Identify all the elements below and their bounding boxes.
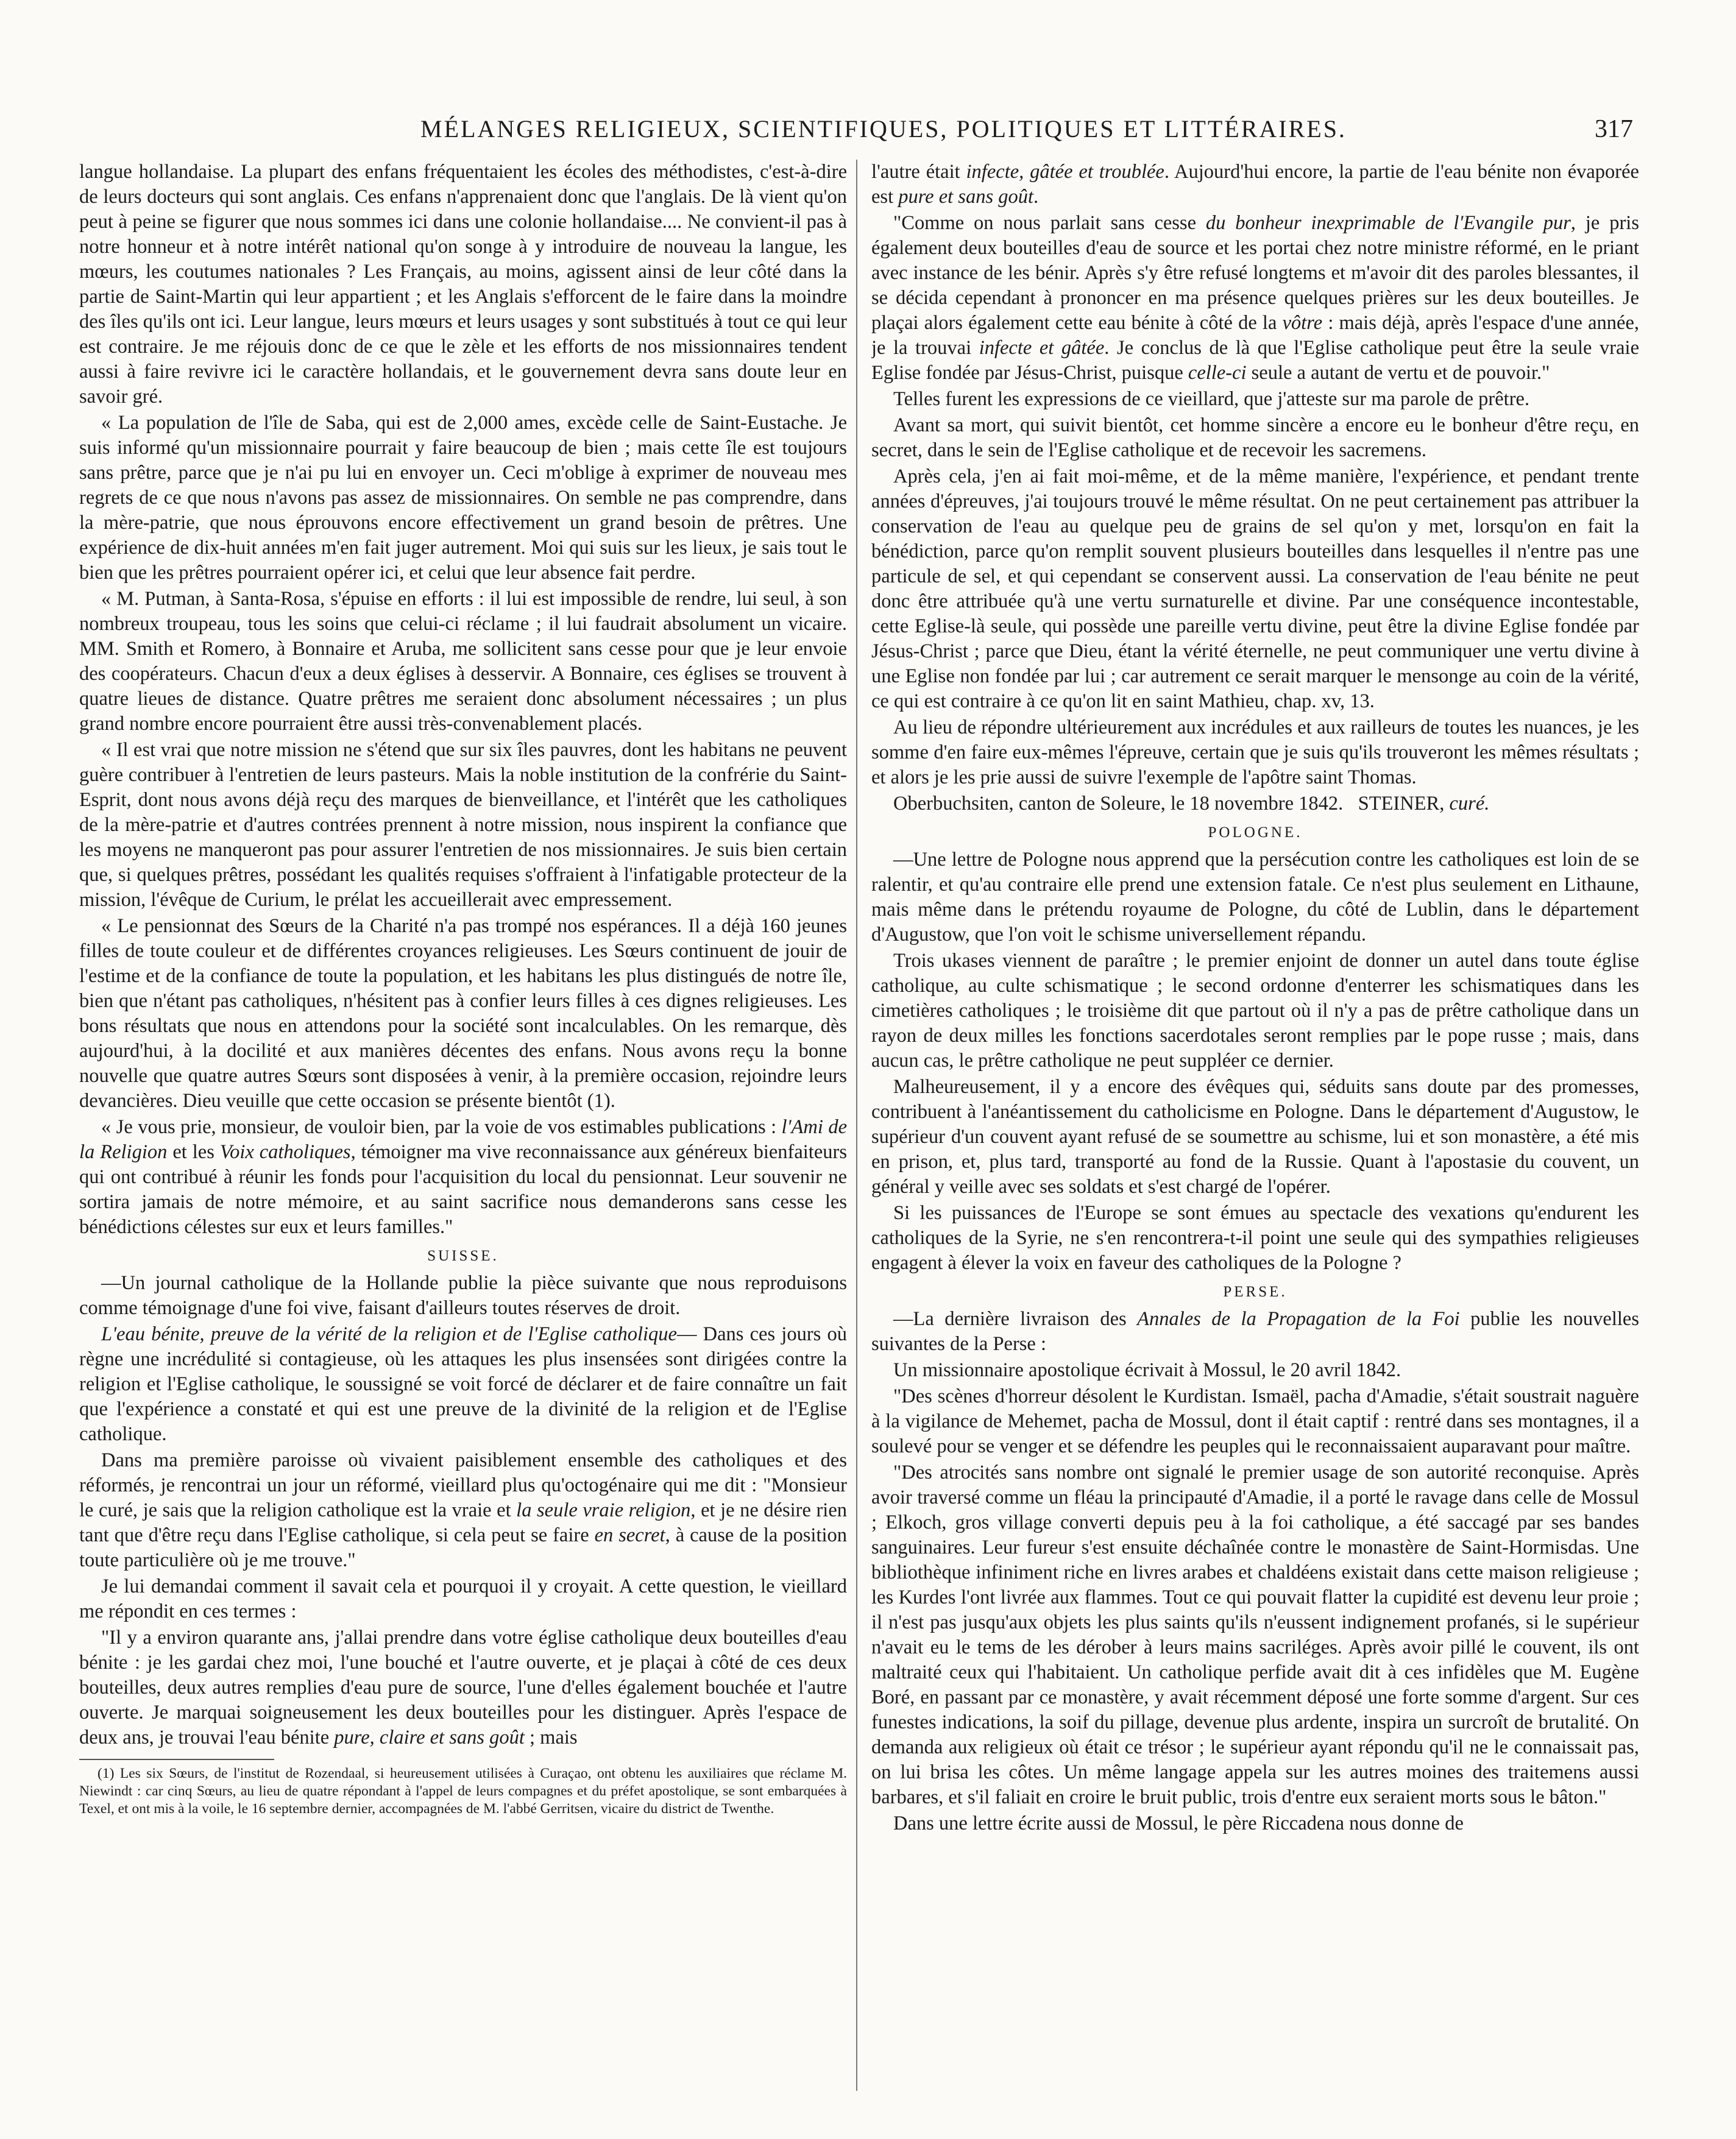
text-run: —La dernière livraison des bbox=[893, 1308, 1138, 1330]
text-run: "Il y a environ quarante ans, j'allai prendre dans votre église catholique deux bouteilles d'eau bénite : je les gardai chez moi, l'une bouché et l'autre ouverte, et je plaçai à côté de ces deux bouteilles, deux autres remplies d'eau pure de source, l'une d'elles également bouchée et l'autre ouverte. Je marquai soigneusement les deux bouteilles pour les distinguer. Après l'espace de deux ans, je trouvai l'eau bénite bbox=[79, 1627, 847, 1748]
paragraph: Je lui demandai comment il savait cela et pourquoi il y croyait. A cette question, le vieillard me répondit en ces termes : bbox=[79, 1575, 847, 1622]
paragraph bbox=[871, 211, 1639, 386]
publication-title: Annales de la Propagation de la Foi bbox=[1137, 1308, 1460, 1330]
signature-place: Oberbuchsiten, canton de Soleure, le 18 novembre 1842. bbox=[893, 793, 1344, 815]
text-run: . Aujourd'hui encore, la partie de l'eau bénite non évaporée est bbox=[871, 161, 1639, 208]
page-number: 317 bbox=[1595, 115, 1633, 143]
paragraph: Telles furent les expressions de ce vieillard, que j'atteste sur ma parole de prêtre. bbox=[893, 388, 1530, 410]
left-column bbox=[79, 160, 847, 2109]
italic-phrase: vôtre bbox=[1282, 312, 1323, 334]
paragraph: langue hollandaise. La plupart des enfans fréquentaient les écoles des méthodistes, c'est-à-dire de leurs docteurs qui sont anglais. Ces enfans n'apprenaient donc que l'anglais. De là vient qu'on peut à peine se figurer que nous sommes ici dans une colonie hollandaise.... Ne convient-il pas à notre honneur et à notre intérêt national qu'on songe à y introduire de nouveau la langue, les mœurs, les coutumes nationales ? Les Français, au moins, agissent ainsi de leur côté dans la partie de Saint-Martin qui leur appartient ; et les Anglais s'efforcent de le faire dans la moindre des îles qu'ils ont ici. Leur langue, leurs mœurs et leurs usages y sont substitués à tout ce qui leur est contraire. Je me réjouis donc de ce que le zèle et les efforts de nos missionnaires tendent aussi à faire revivre ici le caractère hollandais, et le gouvernement devra sans doute leur en savoir gré. bbox=[79, 161, 847, 408]
section-heading-perse: PERSE. bbox=[1223, 1284, 1288, 1300]
page-header bbox=[67, 110, 1633, 152]
text-run: . Je conclus de là que l'Eglise catholique peut être la seule vraie Eglise fondée par Jésus-Christ, puisque bbox=[871, 337, 1639, 384]
paragraph: « Il est vrai que notre mission ne s'étend que sur six îles pauvres, dont les habitans ne peuvent guère contribuer à l'entretien de leurs pasteurs. Mais la noble institution de la confrérie du Saint-Esprit, dont nous avons déjà reçu des marques de bienveillance, et l'intérêt que les catholiques de la mère-patrie et d'autres contrées prennent à notre mission, nous inspirent la confiance que les moyens ne manqueront pas pour assurer l'entretien de nos missionnaires. Je suis bien certain que, si quelques prêtres, possédant les qualités requises s'offraient à l'infatigable protecteur de la mission, l'évêque de Curium, le prélat les accueillerait avec empressement. bbox=[79, 739, 847, 911]
paragraph bbox=[79, 1322, 847, 1447]
right-column bbox=[871, 160, 1639, 2109]
italic-title: Voix catholiques bbox=[219, 1141, 351, 1163]
italic-phrase: pure et sans goût bbox=[898, 186, 1034, 208]
paragraph bbox=[871, 160, 1639, 210]
italic-phrase: la seule vraie religion bbox=[516, 1499, 691, 1521]
text-run: : mais déjà, après l'espace d'une année, je la trouvai bbox=[871, 312, 1639, 359]
paragraph: Au lieu de répondre ultérieurement aux incrédules et aux railleurs de toutes les nuances, je les somme d'en faire eux-mêmes l'épreuve, certain que je suis qu'ils trouveront les mêmes résultats ; et alors je les prie aussi de suivre l'exemple de l'apôtre saint Thomas. bbox=[871, 716, 1639, 788]
section-heading-suisse: SUISSE. bbox=[427, 1248, 499, 1264]
text-run: — Dans ces jours où règne une incrédulité si contagieuse, où les attaques les plus insensées sont dirigées contre la religion et l'Eglise catholique, le soussigné se voit forcé de déclarer et de faire connaître un fait que l'expérience a constaté et qui est une preuve de la divinité de la religion et de l'Eglise catholique. bbox=[79, 1323, 847, 1445]
column-divider bbox=[856, 160, 857, 2091]
paragraph: Malheureusement, il y a encore des évêques qui, séduits sans doute par des promesses, contribuent à l'anéantissement du catholicisme en Pologne. Dans le département d'Augustow, le supérieur d'un couvent ayant refusé de se soumettre au schisme, lui et son monastère, a été mis en prison, et, plus tard, transporté au fond de la Russie. Quant à l'apostasie du couvent, un général y veille avec ses soldats et s'est chargé de l'opérer. bbox=[871, 1076, 1639, 1198]
paragraph: Un missionnaire apostolique écrivait à Mossul, le 20 avril 1842. bbox=[893, 1359, 1401, 1381]
text-run: publie les nouvelles suivantes de la Perse : bbox=[871, 1308, 1639, 1355]
text-run: l'autre était bbox=[871, 161, 966, 183]
text-run: , à cause de la position toute particulière où je me trouve." bbox=[79, 1524, 847, 1571]
italic-title: l'Ami de la Religion bbox=[79, 1116, 847, 1163]
italic-phrase: celle-ci bbox=[1188, 362, 1247, 384]
text-run: seule a autant de vertu et de pouvoir." bbox=[1246, 362, 1550, 384]
paragraph: Dans une lettre écrite aussi de Mossul, le père Riccadena nous donne de bbox=[893, 1812, 1464, 1834]
paragraph: Si les puissances de l'Europe se sont émues au spectacle des vexations qu'endurent les catholiques de la Syrie, ne s'en rencontrera-t-il point une seule qui des sympathies religieuses engagent à élever la voix en faveur des catholiques de la Pologne ? bbox=[871, 1202, 1639, 1274]
paragraph: "Des atrocités sans nombre ont signalé le premier usage de son autorité reconquise. Après avoir traversé comme un fléau la principauté d'Amadie, il a porté le ravage dans celle de Mossul ; Elkoch, gros village converti depuis peu à la foi catholique, a été saccagé par ses bandes sanguinaires. Leur fureur s'est ensuite déchaînée contre le monastère de Saint-Hormisdas. Une bibliothèque infiniment riche en livres arabes et chaldéens existait dans cette maison religieuse ; les Kurdes l'ont livrée aux flammes. Tout ce qui pouvait flatter la cupidité est devenu leur proie ; il n'est pas jusqu'aux objets les plus saints qu'ils n'eussent indignement profanés, si le supérieur n'avait eu le tems de les dérober à leurs mains sacriléges. Après avoir pillé le couvent, ils ont maltraité ceux qui l'habitaient. Un catholique perfide avait dit à ces infidèles que M. Eugène Boré, en passant par ce monastère, y avait récemment déposé une forte somme d'argent. Sur ces funestes indications, la soif du pillage, devenue plus ardente, inspira un surcroît de brutalité. On demanda aux religieux où était ce trésor ; le supérieur ayant répondu qu'il ne le connaissait pas, on lui brisa les côtes. Un même langage appela sur les autres moines des traitemens aussi barbares, et s'il faliait en croire le bruit public, trois d'entre eux seraient morts sous le bâton." bbox=[871, 1462, 1639, 1808]
text-run: , je pris également deux bouteilles d'eau de source et les portai chez notre ministre réformé, en le priant avec instance de les bénir. Après s'y être refusé longtems et m'avoir dit des paroles blessantes, il se décida cependant à prononcer en ma présence quelques prières sur les deux bouteilles. Je plaçai alors également cette eau bénite à côté de la bbox=[871, 212, 1639, 334]
signature-line bbox=[871, 791, 1639, 816]
footnote-text: (1) Les six Sœurs, de l'institut de Rozendaal, si heureusement utilisées à Curaçao, ont obtenu les auxiliaires que réclame M. Niewindt : car cinq Sœurs, au lieu de quatre répondant à l'appel de leurs compagnes et du préfet apostolique, se sont embarquées à Texel, et ont mis à la voile, le 16 septembre dernier, accompagnées de M. l'abbé Gerritsen, vicaire du district de Twenthe. bbox=[79, 1766, 847, 1817]
paragraph: Après cela, j'en ai fait moi-même, et de la même manière, l'expérience, et pendant trente années d'épreuves, j'ai toujours trouvé le même résultat. On ne peut certainement pas attribuer la conservation de l'eau au quelque peu de grains de sel qu'on y met, lorsqu'on en fait la bénédiction, parce qu'on remplit souvent plusieurs bouteilles dans lesquelles il n'entre pas une particule de sel, et qui cependant se conservent aussi. La conservation de l'eau bénite ne peut donc être attribuée qu'à une vertu surnaturelle et divine. Par une conséquence incontestable, cette Eglise-là seule, qui possède une pareille vertu divine, peut être la divine Eglise fondée par Jésus-Christ ; parce que Dieu, étant la vérité éternelle, ne peut communiquer une vertu divine à une Eglise non fondée par lui ; car autrement ce serait marquer le mensonge au coin de la vérité, ce qui est contraire à ce qu'on lit en saint Mathieu, chap. xv, 13. bbox=[871, 465, 1639, 712]
paragraph bbox=[79, 1448, 847, 1573]
signature-title: curé. bbox=[1449, 793, 1490, 815]
italic-phrase: en secret bbox=[594, 1524, 665, 1546]
italic-phrase: infecte et gâtée bbox=[979, 337, 1105, 359]
text-run: « Je vous prie, monsieur, de vouloir bien, par la voie de vos estimables publications : bbox=[101, 1116, 782, 1138]
paragraph bbox=[871, 1307, 1639, 1357]
text-run: "Comme on nous parlait sans cesse bbox=[893, 212, 1206, 234]
paragraph bbox=[79, 1625, 847, 1750]
paragraph: Trois ukases viennent de paraître ; le premier enjoint de donner un autel dans toute église catholique, au culte schismatique ; le second ordonne d'enterrer les schismatiques dans les cimetières catholiques ; le troisième dit que partout où il n'y a pas de prêtre catholique dans un rayon de deux milles les fonctions sacerdotales seront remplies par le pope russe ; mais, dans aucun cas, le prêtre catholique ne peut suppléer ce dernier. bbox=[871, 950, 1639, 1072]
text-run: et les bbox=[167, 1141, 220, 1163]
paragraph: « M. Putman, à Santa-Rosa, s'épuise en efforts : il lui est impossible de rendre, lui seul, à son nombreux troupeau, tous les soins que celui-ci réclame ; il lui faudrait absolument un vicaire. MM. Smith et Romero, à Bonnaire et Aruba, me sollicitent sans cesse pour que je leur envoie des coopérateurs. Chacun d'eux a deux églises à desservir. A Bonnaire, ces églises se trouvent à quatre lieues de distance. Quatre prêtres me seraient donc absolument nécessaires ; un plus grand nombre encore pourraient être aussi très-convenablement placés. bbox=[79, 588, 847, 735]
paragraph: Avant sa mort, qui suivit bientôt, cet homme sincère a encore eu le bonheur d'être reçu, en secret, dans le sein de l'Eglise catholique et de recevoir les sacremens. bbox=[871, 414, 1639, 461]
section-heading-pologne: POLOGNE. bbox=[1208, 824, 1303, 841]
paragraph: « La population de l'île de Saba, qui est de 2,000 ames, excède celle de Saint-Eustache. Je suis informé qu'un missionnaire pourrait y faire beaucoup de bien ; mais cette île est toujours sans prêtre, parce que je n'ai pu lui en envoyer un. Ceci m'oblige à exprimer de nouveau mes regrets de ce que nous n'avons pas assez de missionnaires. On semble ne pas comprendre, dans la mère-patrie, que nous éprouvons encore effectivement un grand besoin de prêtres. Une expérience de dix-huit années m'en fait juger autrement. Moi qui suis sur les lieux, je sais tout le bien que les prêtres pourraient opérer ici, et celui que leur absence fait perdre. bbox=[79, 412, 847, 584]
paragraph bbox=[79, 1115, 847, 1240]
text-run: Dans ma première paroisse où vivaient paisiblement ensemble des catholiques et des réformés, je rencontrai un jour un réformé, vieillard plus qu'octogénaire qui me dit : "Monsieur le curé, je sais que la religion catholique est la vraie et bbox=[79, 1449, 847, 1521]
paragraph: "Des scènes d'horreur désolent le Kurdistan. Ismaël, pacha d'Amadie, s'était soustrait naguère à la vigilance de Mehemet, pacha de Mossul, dont il était captif : rentré dans ses montagnes, il a soulevé pour se venger et se défendre les peuples qui le reconnaissaient auparavant pour maître. bbox=[871, 1385, 1639, 1457]
italic-phrase: du bonheur inexprimable de l'Evangile pur bbox=[1205, 212, 1571, 234]
paragraph: —Une lettre de Pologne nous apprend que la persécution contre les catholiques est loin de se ralentir, et qu'au contraire elle prend une extension fatale. Ce n'est plus seulement en Lithaune, mais même dans le prétendu royaume de Pologne, du côté de Lublin, dans le département d'Augustow, que l'on voit le schisme universellement répandu. bbox=[871, 849, 1639, 946]
signature-name: STEINER, bbox=[1358, 793, 1445, 815]
paragraph: —Un journal catholique de la Hollande publie la pièce suivante que nous reproduisons comme témoignage d'une foi vive, faisant d'ailleurs toutes réserves de droit. bbox=[79, 1272, 847, 1319]
text-run: , témoigner ma vive reconnaissance aux généreux bienfaiteurs qui ont contribué à réunir les fonds pour l'acquisition du local du pensionnat. Leur souvenir ne sortira jamais de notre mémoire, et au saint sacrifice nous demanderons sans cesse les bénédictions célestes sur eux et leurs familles." bbox=[79, 1141, 847, 1238]
paragraph: « Le pensionnat des Sœurs de la Charité n'a pas trompé nos espérances. Il a déjà 160 jeunes filles de toute couleur et de différentes croyances religieuses. Les Sœurs continuent de jouir de l'estime et de la confiance de toute la population, et les habitans les plus distingués de notre île, bien que n'étant pas catholiques, n'hésitent pas à confier leurs filles à ces dignes religieuses. Les bons résultats que nous en attendons pour la société sont incalculables. On les remarque, dès aujourd'hui, à la docilité et aux manières décentes des enfans. Nous avons reçu la bonne nouvelle que quatre autres Sœurs sont disposées à venir, à la première occasion, rejoindre leurs devancières. Dieu veuille que cette occasion se présente bientôt (1). bbox=[79, 915, 847, 1112]
italic-phrase: pure, claire et sans goût bbox=[334, 1727, 525, 1748]
text-run: . bbox=[1033, 186, 1039, 208]
italic-phrase: infecte, gâtée et troublée bbox=[966, 161, 1164, 183]
footnote bbox=[79, 1765, 847, 1818]
footnote-rule bbox=[79, 1759, 274, 1760]
text-run: , et je ne désire rien tant que d'être reçu dans l'Eglise catholique, si cela peut se faire bbox=[79, 1499, 847, 1546]
text-run: ; mais bbox=[524, 1727, 578, 1748]
article-title: L'eau bénite, preuve de la vérité de la religion et de l'Eglise catholique bbox=[101, 1323, 677, 1345]
running-title: MÉLANGES RELIGIEUX, SCIENTIFIQUES, POLITIQUES ET LITTÉRAIRES. bbox=[420, 115, 1347, 143]
